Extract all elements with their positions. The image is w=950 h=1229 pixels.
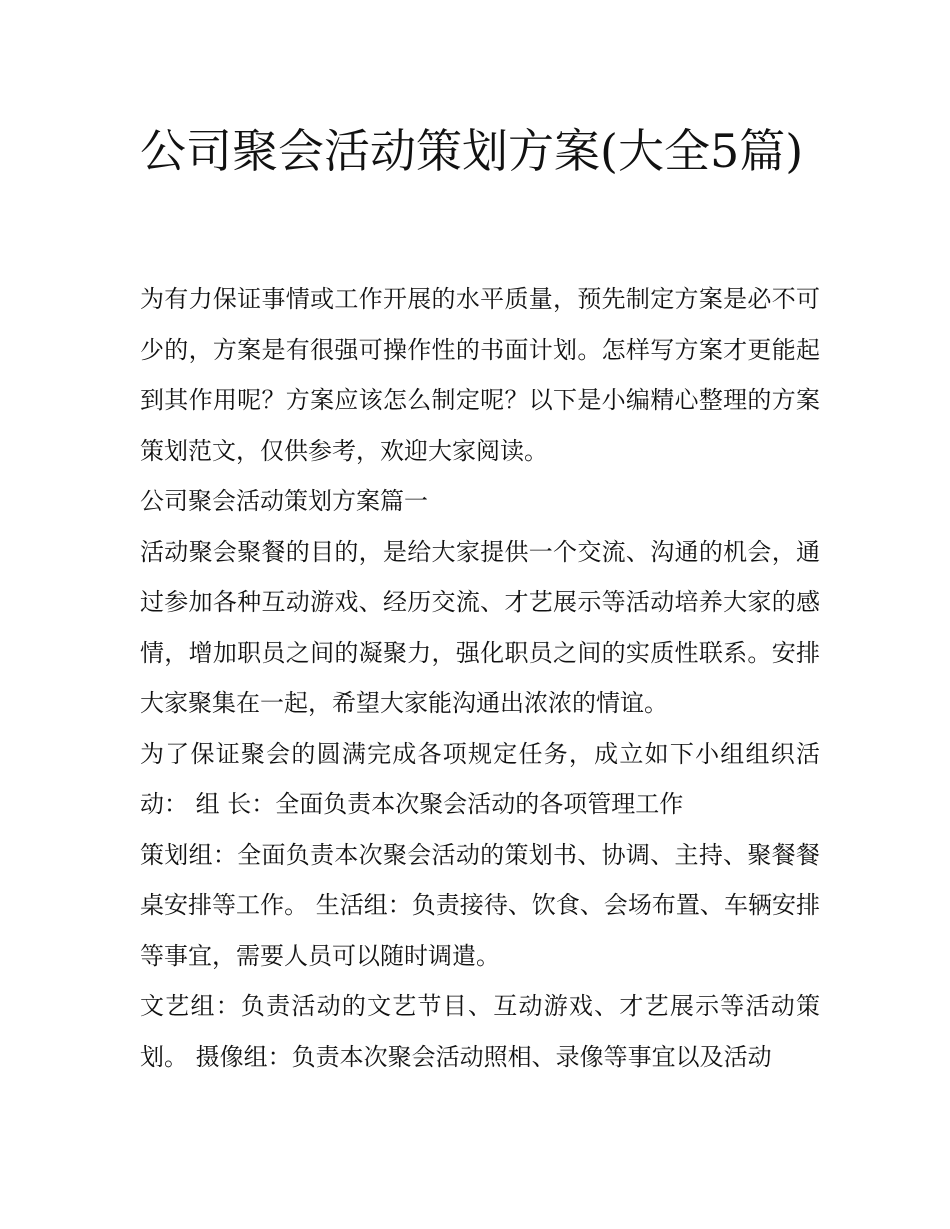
document-title: 公司聚会活动策划方案(大全5篇) <box>140 124 804 178</box>
purpose-paragraph: 活动聚会聚餐的目的，是给大家提供一个交流、沟通的机会，通过参加各种互动游戏、经历交流、才艺展示等活动培养大家的感情，增加职员之间的凝聚力，强化职员之间的实质性联系。安排大家聚集在一起，希望大家能沟通出浓浓的情谊。 <box>140 537 820 717</box>
planning-group-paragraph: 策划组：全面负责本次聚会活动的策划书、协调、主持、聚餐餐桌安排等工作。 生活组：负责接待、饮食、会场布置、车辆安排等事宜，需要人员可以随时调遣。 <box>140 840 820 970</box>
arts-group-paragraph: 文艺组：负责活动的文艺节目、互动游戏、才艺展示等活动策划。 摄像组：负责本次聚会活动照相、录像等事宜以及活动 <box>140 992 820 1071</box>
intro-paragraph: 为有力保证事情或工作开展的水平质量，预先制定方案是必不可少的，方案是有很强可操作性的书面计划。怎样写方案才更能起到其作用呢？方案应该怎么制定呢？以下是小编精心整理的方案策划范文，仅供参考，欢迎大家阅读。 <box>140 285 820 465</box>
document-body <box>140 274 820 1082</box>
organization-paragraph: 为了保证聚会的圆满完成各项规定任务，成立如下小组组织活动： 组 长：全面负责本次聚会活动的各项管理工作 <box>140 739 820 818</box>
section-heading: 公司聚会活动策划方案篇一 <box>140 487 428 515</box>
